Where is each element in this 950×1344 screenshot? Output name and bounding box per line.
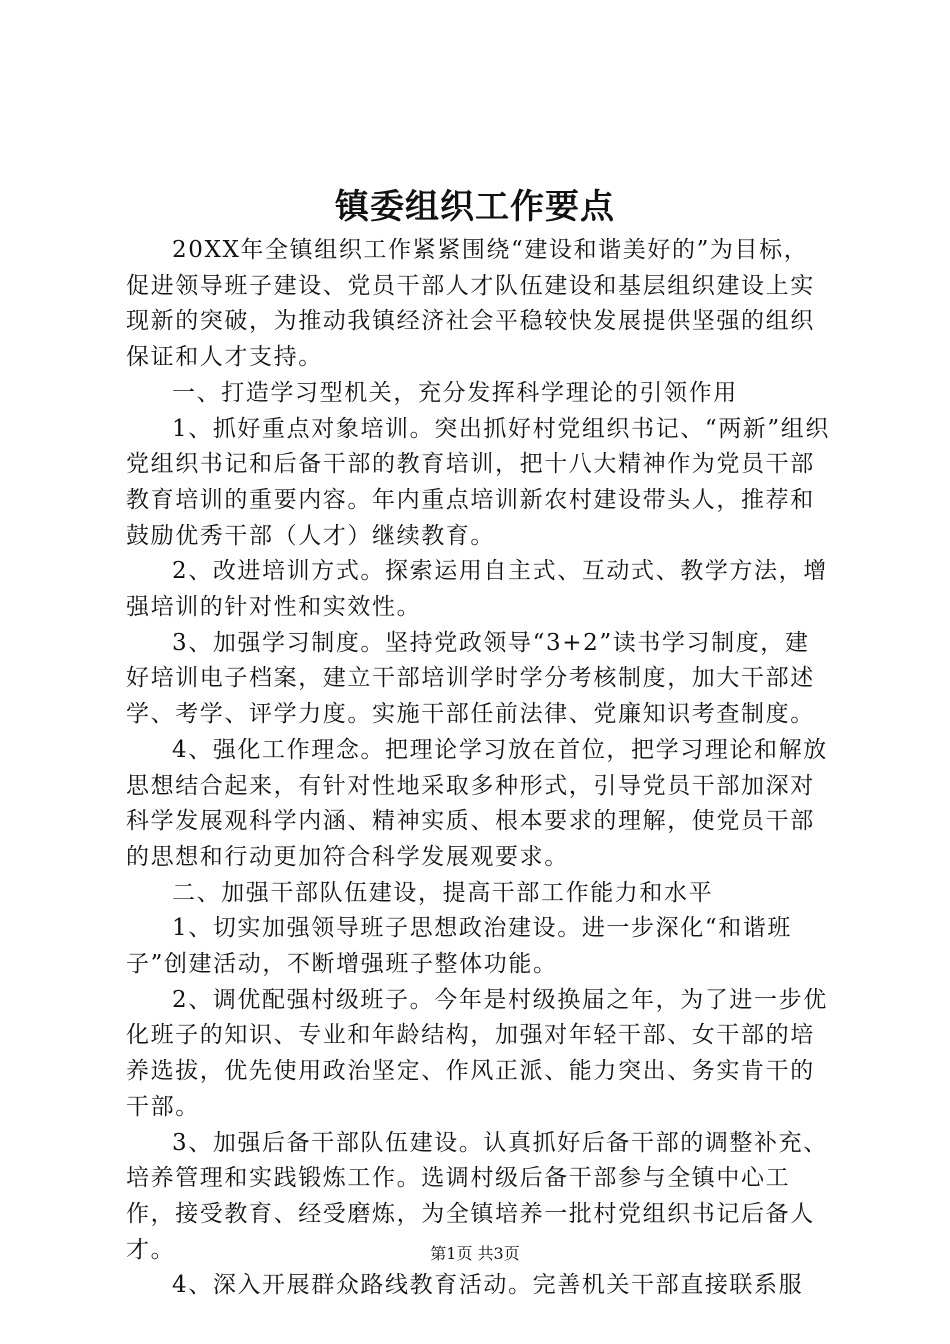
section-2-item-1: 1、切实加强领导班子思想政治建设。进一步深化“和谐班子”创建活动，不断增强班子整体功能。 — [126, 915, 792, 978]
intro-paragraph: 20XX年全镇组织工作紧紧围绕“建设和谐美好的”为目标，促进领导班子建设、党员干部人才队伍建设和基层组织建设上实现新的突破，为推动我镇经济社会平稳较快发展提供坚强的组织保证和人才支持。 — [126, 237, 815, 371]
section-heading-1: 一、打造学习型机关，充分发挥科学理论的引领作用 — [172, 379, 738, 406]
page-number: 第1页 共3页 — [430, 1244, 520, 1263]
section-1-item-3: 3、加强学习制度。坚持党政领导“3+2”读书学习制度，建好培训电子档案，建立干部培训学时学分考核制度，加大干部述学、考学、评学力度。实施干部任前法律、党廉知识考查制度。 — [126, 629, 815, 728]
section-1-item-1: 1、抓好重点对象培训。突出抓好村党组织书记、“两新”组织党组织书记和后备干部的教育培训，把十八大精神作为党员干部教育培训的重要内容。年内重点培训新农村建设带头人，推荐和鼓励优秀干部（人才）继续教育。 — [126, 415, 830, 549]
section-1-item-2: 2、改进培训方式。探索运用自主式、互动式、教学方法，增强培训的针对性和实效性。 — [126, 558, 828, 621]
document-title: 镇委组织工作要点 — [335, 187, 615, 227]
section-1-item-4: 4、强化工作理念。把理论学习放在首位，把学习理论和解放思想结合起来，有针对性地采取多种形式，引导党员干部加深对科学发展观科学内涵、精神实质、根本要求的理解，使党员干部的思想和行动更加符合科学发展观要求。 — [126, 736, 828, 870]
section-2-item-2: 2、调优配强村级班子。今年是村级换届之年，为了进一步优化班子的知识、专业和年龄结构，加强对年轻干部、女干部的培养选拔，优先使用政治坚定、作风正派、能力突出、务实肯干的干部。 — [126, 986, 828, 1120]
section-2-item-4: 4、深入开展群众路线教育活动。完善机关干部直接联系服 — [172, 1272, 804, 1299]
section-heading-2: 二、加强干部队伍建设，提高干部工作能力和水平 — [172, 879, 714, 906]
section-2-item-3: 3、加强后备干部队伍建设。认真抓好后备干部的调整补充、培养管理和实践锻炼工作。选调村级后备干部参与全镇中心工作，接受教育、经受磨炼，为全镇培养一批村党组织书记后备人才。 — [126, 1129, 828, 1263]
document-body — [126, 233, 830, 1304]
